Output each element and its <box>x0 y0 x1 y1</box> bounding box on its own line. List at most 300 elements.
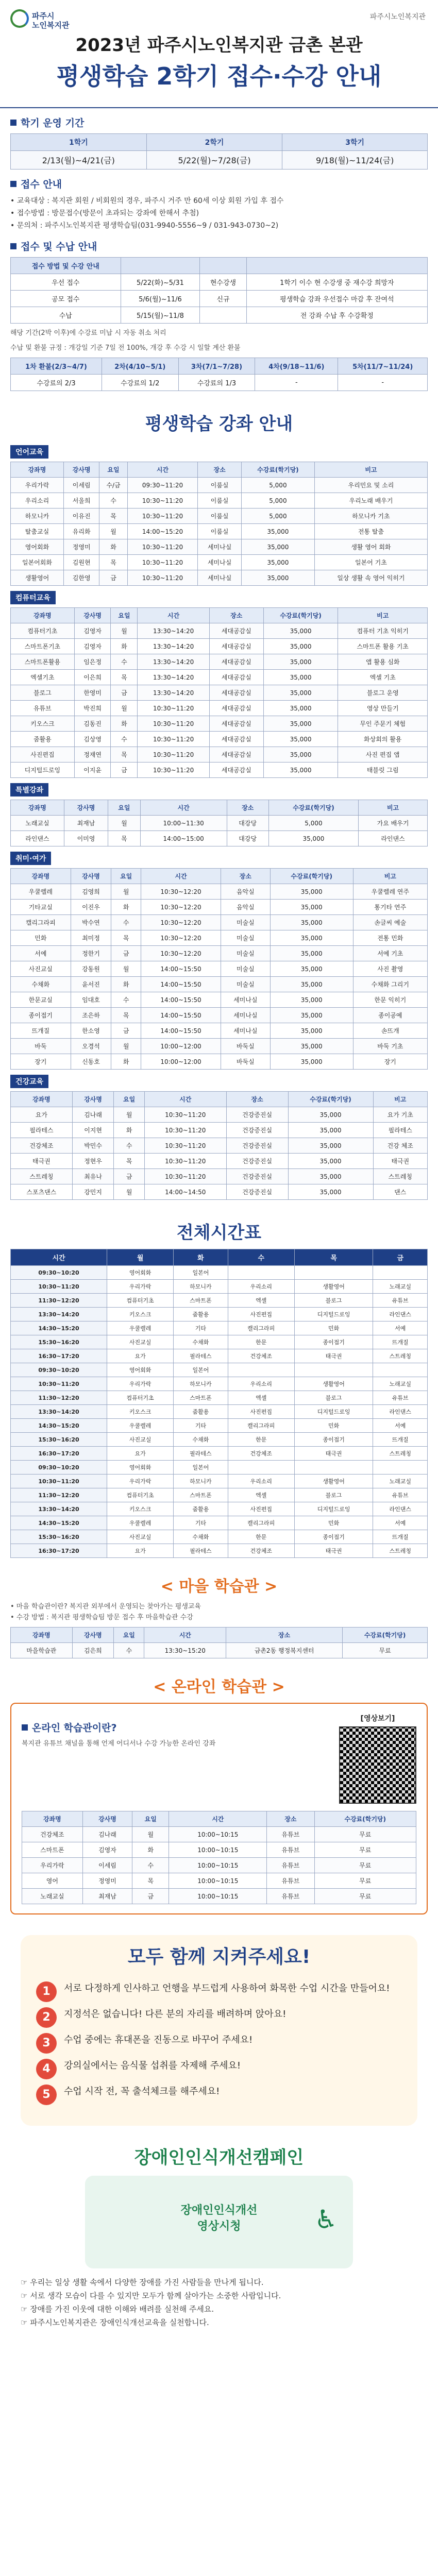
schedule-cell: 사진편집 <box>228 1308 294 1321</box>
schedule-cell: 15:30~16:20 <box>11 1433 107 1447</box>
course-row <box>11 1023 428 1039</box>
course-cell: 우리민요 및 소리 <box>314 478 427 493</box>
course-cell: 김영희 <box>71 884 111 900</box>
online-cell: 10:00~10:15 <box>169 1858 267 1873</box>
course-row <box>11 555 428 570</box>
notice-line: • 접수방법 : 방문접수(방문이 초과되는 강좌에 한해서 추첨) <box>10 209 199 217</box>
course-cell: 스트레칭 <box>11 1169 73 1184</box>
course-col-header: 비고 <box>314 462 427 478</box>
course-cell: 10:30~11:20 <box>144 1123 226 1138</box>
course-cell: 댄스 <box>373 1184 427 1200</box>
online-cell: 노래교실 <box>22 1889 83 1904</box>
course-cell: 스마트폰 활용 기초 <box>338 639 428 654</box>
course-cell: 수 <box>111 992 141 1008</box>
course-cell: 컴퓨터기초 <box>11 623 75 639</box>
course-cell: 오경석 <box>71 1039 111 1054</box>
logo <box>10 7 72 33</box>
course-cell: 이지윤 <box>74 762 111 778</box>
course-cell: 태블릿 그림 <box>338 762 428 778</box>
course-col-header: 시간 <box>138 608 209 623</box>
org-name: 파주시노인복지관 <box>369 13 426 21</box>
qr-code-icon[interactable] <box>339 1726 416 1804</box>
course-cell: 무인 주문기 체험 <box>338 716 428 732</box>
course-cell: 건강증진실 <box>226 1154 288 1169</box>
course-header-row <box>11 1092 428 1107</box>
course-cell: 화 <box>111 1054 141 1070</box>
course-cell: 태극권 <box>11 1154 73 1169</box>
schedule-cell: 우쿨렐레 <box>107 1516 174 1530</box>
course-cell: 미술실 <box>221 915 270 930</box>
course-col-header: 비고 <box>373 1092 427 1107</box>
market-cell: 무료 <box>343 1643 428 1658</box>
rule-number-badge: 1 <box>36 1981 57 2002</box>
course-cell: 전통 민화 <box>353 930 427 946</box>
course-cell: 35,000 <box>288 1154 373 1169</box>
online-cell: 화 <box>132 1842 169 1858</box>
course-cell: 세대공감실 <box>209 685 263 701</box>
course-col-header: 강사명 <box>74 608 111 623</box>
schedule-cell: 사진교실 <box>107 1530 174 1544</box>
course-cell: 세미나실 <box>221 992 270 1008</box>
campaign-bullets <box>21 2276 417 2329</box>
market-cell: 금촌2동 행정복지센터 <box>226 1643 343 1658</box>
course-cell: 35,000 <box>288 1169 373 1184</box>
schedule-cell: 사진교실 <box>107 1335 174 1349</box>
course-cell: 대강당 <box>227 831 268 846</box>
course-cell: 라인댄스 <box>11 831 64 846</box>
course-row <box>11 762 428 778</box>
schedule-col-header: 금 <box>373 1249 428 1266</box>
course-row <box>11 685 428 701</box>
schedule-col-header: 목 <box>294 1249 373 1266</box>
steps-cell: 5/6(월)~11/6 <box>121 291 200 307</box>
bullet-square-icon <box>10 181 16 187</box>
course-cell: 이룸실 <box>198 478 242 493</box>
schedule-cell: 디지털드로잉 <box>294 1308 373 1321</box>
schedule-cell: 태극권 <box>294 1349 373 1363</box>
schedule-cell: 필라테스 <box>174 1447 228 1461</box>
course-cell: 10:30~11:20 <box>127 570 198 586</box>
rule-text: 강의실에서는 음식물 섭취를 자제해 주세요! <box>64 2060 241 2071</box>
schedule-title: 전체시간표 <box>176 1223 262 1243</box>
online-cell: 김나래 <box>82 1827 132 1842</box>
course-row <box>11 1169 428 1184</box>
course-cell: 음악실 <box>221 884 270 900</box>
course-header-row <box>11 462 428 478</box>
course-cell: 노래교실 <box>11 816 64 831</box>
online-cell: 10:00~10:15 <box>169 1827 267 1842</box>
course-cell: 세미나실 <box>198 570 242 586</box>
campaign-bullet: ☞ 우리는 일상 생활 속에서 다양한 장애를 가진 사람들을 만나게 됩니다. <box>21 2278 264 2287</box>
schedule-cell: 필라테스 <box>174 1544 228 1558</box>
rules-title: 모두 함께 지켜주세요! <box>127 1946 311 1968</box>
course-cell: 35,000 <box>241 570 314 586</box>
notice-line: • 교육대상 : 복지관 회원 / 비회원의 경우, 파주시 거주 만 60세 이상 회원 가입 후 접수 <box>10 197 284 205</box>
course-col-header: 시간 <box>141 869 221 884</box>
schedule-cell: 14:30~15:20 <box>11 1321 107 1335</box>
course-cell: 14:00~15:50 <box>141 977 221 992</box>
course-cell: 김영자 <box>74 623 111 639</box>
schedule-cell: 11:30~12:20 <box>11 1488 107 1502</box>
schedule-cell: 생활영어 <box>294 1377 373 1391</box>
market-bullets <box>10 1601 428 1623</box>
course-cell: 일본어회화 <box>11 555 64 570</box>
schedule-cell: 서예 <box>373 1321 428 1335</box>
schedule-row <box>11 1335 428 1349</box>
course-cell: 종이공예 <box>353 1008 427 1023</box>
course-cell: 유튜브 <box>11 701 75 716</box>
steps-cell <box>121 258 200 274</box>
course-row <box>11 1123 428 1138</box>
course-cell: 생활 영어 회화 <box>314 539 427 555</box>
steps-cell: 5/22(화)~5/31 <box>121 274 200 291</box>
course-cell: 이진우 <box>71 900 111 915</box>
online-row <box>22 1842 416 1858</box>
course-cell: 월 <box>111 884 141 900</box>
course-row <box>11 977 428 992</box>
rule-text: 지정석은 없습니다! 다른 분의 자리를 배려하며 앉아요! <box>64 2009 287 2020</box>
schedule-cell: 키오스크 <box>107 1502 174 1516</box>
course-row <box>11 900 428 915</box>
course-cell: 13:30~14:20 <box>138 639 209 654</box>
market-table <box>10 1627 428 1658</box>
course-cell: 영어회화 <box>11 539 64 555</box>
course-cell: 세대공감실 <box>209 654 263 670</box>
rule-item <box>36 2084 402 2105</box>
course-row <box>11 1184 428 1200</box>
schedule-cell: 11:30~12:20 <box>11 1294 107 1308</box>
market-col-header: 장소 <box>226 1628 343 1643</box>
course-cell: 10:30~11:20 <box>138 762 209 778</box>
bullet-square-icon <box>22 1724 28 1731</box>
course-cell: 스포츠댄스 <box>11 1184 73 1200</box>
course-table <box>10 607 428 778</box>
course-cell: 35,000 <box>270 900 353 915</box>
schedule-row <box>11 1530 428 1544</box>
course-col-header: 시간 <box>127 462 198 478</box>
schedule-cell: 엑셀 <box>228 1391 294 1405</box>
schedule-cell: 기타 <box>174 1419 228 1433</box>
schedule-cell: 서예 <box>373 1419 428 1433</box>
course-cell: 10:30~11:20 <box>144 1154 226 1169</box>
online-cell: 최재남 <box>82 1889 132 1904</box>
course-header-row <box>11 800 428 816</box>
schedule-cell: 컴퓨터기초 <box>107 1294 174 1308</box>
schedule-cell: 16:30~17:20 <box>11 1544 107 1558</box>
market-header-row <box>11 1628 428 1643</box>
rule-item <box>36 1981 402 2002</box>
refund-col-header: 1차 환불(2/3~4/7) <box>11 358 102 375</box>
refund-value: - <box>255 375 338 391</box>
course-cell: 가요 배우기 <box>359 816 428 831</box>
schedule-cell: 노래교실 <box>373 1280 428 1294</box>
course-cell: 이룸실 <box>198 524 242 539</box>
schedule-cell: 사진편집 <box>228 1502 294 1516</box>
course-cell: 월 <box>114 1107 144 1123</box>
course-cell: 캘리그라피 <box>11 915 71 930</box>
qr-block <box>339 1713 416 1804</box>
course-cell: 조은하 <box>71 1008 111 1023</box>
online-cell: 정영미 <box>82 1873 132 1889</box>
course-cell: 수채화 <box>11 977 71 992</box>
schedule-cell: 캘리그라피 <box>228 1321 294 1335</box>
schedule-row <box>11 1294 428 1308</box>
course-cell: 35,000 <box>288 1138 373 1154</box>
market-title-text: 마을 학습관 <box>179 1578 259 1596</box>
course-cell: 10:30~11:20 <box>127 509 198 524</box>
schedule-cell <box>373 1461 428 1475</box>
course-cell: 미술실 <box>221 946 270 961</box>
market-row <box>11 1643 428 1658</box>
campaign-bullet: ☞ 서로 생각 모습이 다를 수 있지만 모두가 함께 살아가는 소중한 사람입니다. <box>21 2291 281 2300</box>
schedule-row <box>11 1405 428 1419</box>
course-cell: 세대공감실 <box>209 762 263 778</box>
course-col-header: 장소 <box>209 608 263 623</box>
schedule-cell: 유튜브 <box>373 1488 428 1502</box>
market-cell: 수 <box>114 1643 144 1658</box>
course-cell: 14:00~15:50 <box>141 961 221 977</box>
schedule-cell: 요가 <box>107 1447 174 1461</box>
course-row <box>11 992 428 1008</box>
schedule-cell: 줌활용 <box>174 1308 228 1321</box>
schedule-cell: 키오스크 <box>107 1308 174 1321</box>
schedule-cell: 일본어 <box>174 1266 228 1280</box>
course-cell: 이룸실 <box>198 509 242 524</box>
schedule-cell: 스마트폰 <box>174 1488 228 1502</box>
course-cell: 세미나실 <box>221 1008 270 1023</box>
course-cell: 건강 체조 <box>373 1138 427 1154</box>
course-cell: 블로그 운영 <box>338 685 428 701</box>
schedule-row <box>11 1447 428 1461</box>
course-cell: 35,000 <box>263 654 338 670</box>
notice-heading-text: 접수 안내 <box>21 179 62 190</box>
schedule-cell: 13:30~14:20 <box>11 1405 107 1419</box>
course-row <box>11 816 428 831</box>
course-cell: 월 <box>111 623 138 639</box>
online-cell: 우리가락 <box>22 1858 83 1873</box>
schedule-cell: 민화 <box>294 1516 373 1530</box>
schedule-cell: 요가 <box>107 1349 174 1363</box>
course-cell: 35,000 <box>263 701 338 716</box>
online-heading <box>22 1720 329 1734</box>
course-cell: 임대호 <box>71 992 111 1008</box>
schedule-cell: 디지털드로잉 <box>294 1502 373 1516</box>
schedule-cell: 엑셀 <box>228 1488 294 1502</box>
course-cell: 5,000 <box>241 509 314 524</box>
course-col-header: 장소 <box>226 1092 288 1107</box>
refund-values-row <box>11 375 428 391</box>
online-desc-block <box>22 1713 339 1753</box>
notice-heading <box>10 177 428 191</box>
course-cell: 전통 탈춤 <box>314 524 427 539</box>
steps-cell: 접수 방법 및 수강 안내 <box>11 258 121 274</box>
course-cell: 강동원 <box>71 961 111 977</box>
course-cell: 목 <box>99 509 127 524</box>
course-cell: 바둑 기초 <box>353 1039 427 1054</box>
online-col-header: 요일 <box>132 1811 169 1827</box>
course-row <box>11 1154 428 1169</box>
online-cell: 건강체조 <box>22 1827 83 1842</box>
schedule-cell: 노래교실 <box>373 1475 428 1488</box>
schedule-cell: 사진교실 <box>107 1433 174 1447</box>
schedule-cell: 16:30~17:20 <box>11 1447 107 1461</box>
course-cell: 5,000 <box>268 816 358 831</box>
course-cell: 수 <box>111 654 138 670</box>
course-col-header: 강좌명 <box>11 869 71 884</box>
period-value: 9/18(월)~11/24(금) <box>282 151 428 170</box>
schedule-cell: 우리소리 <box>228 1280 294 1294</box>
schedule-cell: 수채화 <box>174 1433 228 1447</box>
refund-value: 수강료의 2/3 <box>11 375 102 391</box>
course-cell: 10:30~11:20 <box>138 701 209 716</box>
schedule-cell: 민화 <box>294 1419 373 1433</box>
steps-row <box>11 274 428 291</box>
course-cell: 화 <box>99 539 127 555</box>
online-cell: 김영자 <box>82 1842 132 1858</box>
rule-number-badge: 3 <box>36 2033 57 2054</box>
online-box <box>10 1703 428 1914</box>
course-cell: 정재연 <box>74 747 111 762</box>
course-cell: 35,000 <box>263 623 338 639</box>
course-cell: 10:00~12:00 <box>141 1054 221 1070</box>
qr-label: [영상보기] <box>360 1715 395 1723</box>
course-cell: 신동호 <box>71 1054 111 1070</box>
course-cell: 금 <box>111 946 141 961</box>
rule-item <box>36 2059 402 2079</box>
period-col-header: 3학기 <box>282 134 428 151</box>
course-section-title: 평생학습 강좌 안내 <box>145 414 293 434</box>
market-col-header: 강사명 <box>72 1628 114 1643</box>
course-col-header: 강사명 <box>64 800 108 816</box>
notice-bullet-2: 수납 및 환불 규정 : 개강일 기준 7일 전 100%, 개강 후 수강 시 일할 계산 환불 <box>10 344 241 352</box>
steps-cell: 5/15(월)~11/8 <box>121 307 200 324</box>
schedule-cell: 수채화 <box>174 1335 228 1349</box>
schedule-cell: 태극권 <box>294 1544 373 1558</box>
course-row <box>11 639 428 654</box>
steps-row <box>11 258 428 274</box>
course-cell: 세대공감실 <box>209 670 263 685</box>
schedule-header-row <box>11 1249 428 1266</box>
course-cell: 음악실 <box>221 900 270 915</box>
schedule-cell: 10:30~11:20 <box>11 1280 107 1294</box>
course-cell: 35,000 <box>263 732 338 747</box>
schedule-row <box>11 1488 428 1502</box>
steps-heading <box>10 239 428 253</box>
course-cell: 김원현 <box>63 555 99 570</box>
course-col-header: 장소 <box>227 800 268 816</box>
course-cell: 한문교실 <box>11 992 71 1008</box>
schedule-row <box>11 1544 428 1558</box>
course-cell: 화 <box>111 900 141 915</box>
campaign-video-box[interactable] <box>85 2176 353 2268</box>
schedule-cell: 우리가락 <box>107 1280 174 1294</box>
course-col-header: 비고 <box>359 800 428 816</box>
period-header-row <box>11 134 428 151</box>
online-row <box>22 1858 416 1873</box>
course-cell: 김한영 <box>63 570 99 586</box>
course-cell: 목 <box>111 930 141 946</box>
online-header-row <box>22 1811 416 1827</box>
schedule-cell: 우리소리 <box>228 1475 294 1488</box>
schedule-row <box>11 1516 428 1530</box>
course-cell: 화상회의 활용 <box>338 732 428 747</box>
logo-mark-icon <box>10 9 29 28</box>
course-row <box>11 915 428 930</box>
schedule-cell: 캘리그라피 <box>228 1516 294 1530</box>
course-cell: 바둑실 <box>221 1054 270 1070</box>
schedule-row <box>11 1502 428 1516</box>
course-row <box>11 831 428 846</box>
online-cell: 영어 <box>22 1873 83 1889</box>
rule-text: 수업 중에는 휴대폰을 진동으로 바꾸어 주세요! <box>64 2035 253 2045</box>
steps-cell: 우선 접수 <box>11 274 121 291</box>
online-cell: 스마트폰 <box>22 1842 83 1858</box>
course-row <box>11 570 428 586</box>
course-cell: 수채화 그리기 <box>353 977 427 992</box>
refund-col-header: 3차(7/1~7/28) <box>178 358 255 375</box>
course-cell: 35,000 <box>241 524 314 539</box>
schedule-cell: 일본어 <box>174 1461 228 1475</box>
course-col-header: 요일 <box>114 1092 144 1107</box>
steps-cell: 현수강생 <box>200 274 246 291</box>
schedule-cell: 수채화 <box>174 1530 228 1544</box>
course-cell: 금 <box>99 570 127 586</box>
course-cell: 일상 생활 속 영어 익히기 <box>314 570 427 586</box>
course-cell: 35,000 <box>270 977 353 992</box>
schedule-cell: 줌활용 <box>174 1405 228 1419</box>
schedule-cell: 10:30~11:20 <box>11 1377 107 1391</box>
bullet-square-icon <box>10 120 16 126</box>
steps-heading-text: 접수 및 수납 안내 <box>21 241 97 252</box>
course-cell: 14:00~14:50 <box>144 1184 226 1200</box>
online-cell: 무료 <box>314 1842 416 1858</box>
period-value: 5/22(월)~7/28(금) <box>146 151 282 170</box>
schedule-cell: 생활영어 <box>294 1475 373 1488</box>
course-cell: 35,000 <box>270 1008 353 1023</box>
schedule-cell: 일본어 <box>174 1363 228 1377</box>
online-cell: 수 <box>132 1858 169 1873</box>
schedule-cell <box>228 1266 294 1280</box>
online-cell: 유튜브 <box>267 1842 314 1858</box>
course-cell: 컴퓨터 기초 익히기 <box>338 623 428 639</box>
schedule-cell: 뜨개질 <box>373 1530 428 1544</box>
course-group-title: 특별강좌 <box>10 783 48 796</box>
page-title-line2: 평생학습 2학기 접수·수강 안내 <box>56 62 382 90</box>
refund-value: 수강료의 1/2 <box>102 375 178 391</box>
course-cell: 13:30~14:20 <box>138 670 209 685</box>
online-title: < 온라인 학습관 > <box>153 1678 285 1696</box>
page-title-line1: 2023년 파주시노인복지관 금촌 본관 <box>75 35 363 56</box>
course-cell: 월 <box>111 701 138 716</box>
online-cell: 10:00~10:15 <box>169 1889 267 1904</box>
course-cell: 세대공감실 <box>209 732 263 747</box>
course-col-header: 비고 <box>338 608 428 623</box>
course-row <box>11 961 428 977</box>
course-cell: 미술실 <box>221 977 270 992</box>
course-cell: 건강증진실 <box>226 1184 288 1200</box>
course-cell: 수 <box>111 732 138 747</box>
course-cell: 14:00~15:50 <box>141 992 221 1008</box>
schedule-cell: 13:30~14:20 <box>11 1502 107 1516</box>
course-cell: 세대공감실 <box>209 701 263 716</box>
course-cell: 10:30~11:20 <box>138 732 209 747</box>
course-header-row <box>11 869 428 884</box>
course-row <box>11 716 428 732</box>
market-col-header: 요일 <box>114 1628 144 1643</box>
schedule-cell: 14:30~15:20 <box>11 1516 107 1530</box>
course-col-header: 요일 <box>111 869 141 884</box>
schedule-cell: 유튜브 <box>373 1294 428 1308</box>
